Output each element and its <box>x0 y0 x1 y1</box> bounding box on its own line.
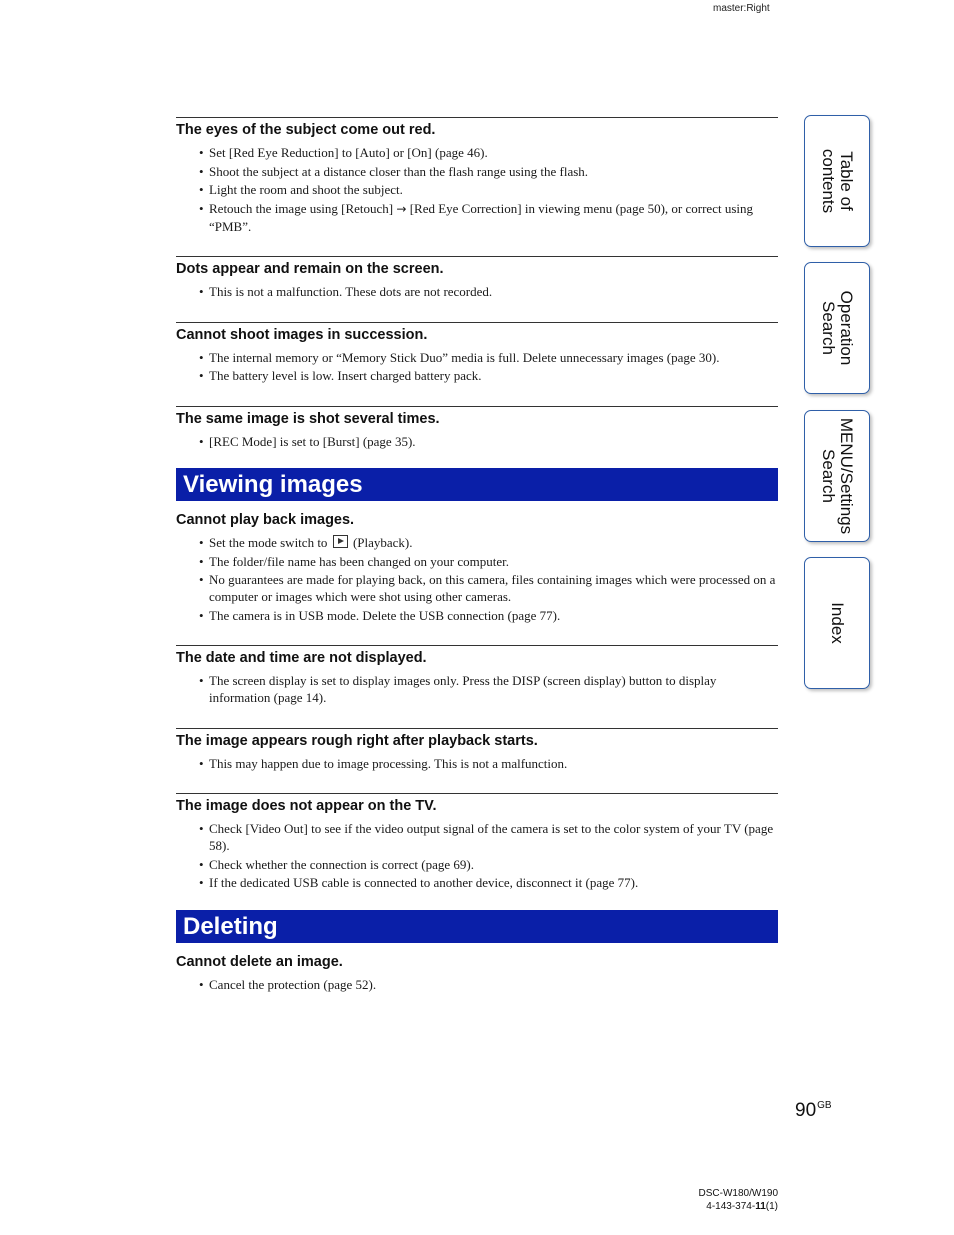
master-label: master:Right <box>713 3 770 14</box>
document-code: 4-143-374-11(1) <box>706 1201 778 1212</box>
section-heading-deleting: Deleting <box>176 910 778 943</box>
list-item: • Set [Red Eye Reduction] to [Auto] or [On] (page 46). <box>199 145 488 160</box>
issue-rough-image <box>176 728 778 772</box>
list-item: • If the dedicated USB cable is connected to another device, disconnect it (page 77). <box>199 875 639 890</box>
issue-title: Cannot shoot images in succession. <box>176 326 428 343</box>
bullet-list <box>176 976 778 993</box>
bullet-list <box>176 433 778 450</box>
list-item: • The camera is in USB mode. Delete the USB connection (page 77). <box>199 607 561 623</box>
tab-label: Operation <box>837 290 856 366</box>
issue-tv <box>176 793 778 891</box>
list-item: • Light the room and shoot the subject. <box>199 182 403 197</box>
issue-title: Cannot delete an image. <box>176 953 343 970</box>
bullet-list <box>176 144 778 235</box>
issue-title: The image does not appear on the TV. <box>176 798 437 814</box>
tab-label: Search <box>819 301 838 355</box>
tab-operation-search[interactable] <box>804 262 870 394</box>
tab-label: Table of <box>837 151 856 211</box>
issue-title: Cannot play back images. <box>176 512 355 528</box>
tab-index[interactable] <box>804 557 870 689</box>
tab-label: Index <box>828 602 847 644</box>
list-item: • The folder/file name has been changed on your computer. <box>199 553 509 569</box>
issue-date-time <box>176 645 778 706</box>
list-item: • Retouch the image using [Retouch] → [Red Eye Correction] in viewing menu (page 50), or correct using “PMB”. <box>199 200 753 234</box>
cropped-header-line <box>384 0 694 3</box>
issue-title: The image appears rough right after playback starts. <box>176 732 538 749</box>
tab-table-of-contents[interactable] <box>804 115 870 247</box>
list-item: • Check whether the connection is correct (page 69). <box>199 856 474 872</box>
issue-title: The same image is shot several times. <box>176 410 440 427</box>
list-item: • The internal memory or “Memory Stick Duo” media is full. Delete unnecessary images (page 30). <box>199 349 720 365</box>
list-item: • The battery level is low. Insert charged battery pack. <box>199 368 482 383</box>
issue-succession <box>176 322 778 385</box>
issue-same-image <box>176 406 778 450</box>
bullet-list <box>176 820 778 891</box>
issue-title: The date and time are not displayed. <box>176 650 427 666</box>
bullet-list <box>176 534 778 624</box>
bullet-list <box>176 755 778 772</box>
issue-dots <box>176 256 778 300</box>
list-item: • The screen display is set to display images only. Press the DISP (screen display) button to display information (page 14). <box>199 673 717 705</box>
issue-title: Dots appear and remain on the screen. <box>176 261 444 277</box>
list-item: • No guarantees are made for playing back, on this camera, files containing images which were processed on a computer or images which were shot using other cameras. <box>199 572 776 604</box>
issue-title: The eyes of the subject come out red. <box>176 122 436 138</box>
list-item: • This is not a malfunction. These dots are not recorded. <box>199 284 493 299</box>
bullet-list <box>176 672 778 706</box>
troubleshooting-content <box>176 117 778 994</box>
list-item: • [REC Mode] is set to [Burst] (page 35). <box>199 433 416 449</box>
playback-icon <box>333 535 348 548</box>
list-item: • Set the mode switch to (Playback). <box>199 535 413 550</box>
bullet-list <box>176 349 778 385</box>
section-heading-viewing: Viewing images <box>176 468 778 501</box>
tab-label: Search <box>819 449 838 503</box>
tab-label: contents <box>819 148 838 214</box>
right-arrow-icon: → <box>396 201 407 216</box>
list-item: • This may happen due to image processing. This is not a malfunction. <box>199 755 568 771</box>
page-number: $90^{GB}$ <box>795 1100 832 1121</box>
tab-menu-settings-search[interactable] <box>804 410 870 542</box>
footer-model-info <box>699 1187 778 1213</box>
issue-red-eye <box>176 117 778 235</box>
model-name: DSC-W180/W190 <box>698 1188 778 1199</box>
list-item: • Shoot the subject at a distance closer than the flash range using the flash. <box>199 163 589 179</box>
bullet-list <box>176 283 778 300</box>
list-item: • Cancel the protection (page 52). <box>199 976 377 992</box>
tab-label: MENU/Settings <box>837 417 856 535</box>
list-item: • Check [Video Out] to see if the video output signal of the camera is set to the color system of your TV (page 58). <box>199 821 774 853</box>
